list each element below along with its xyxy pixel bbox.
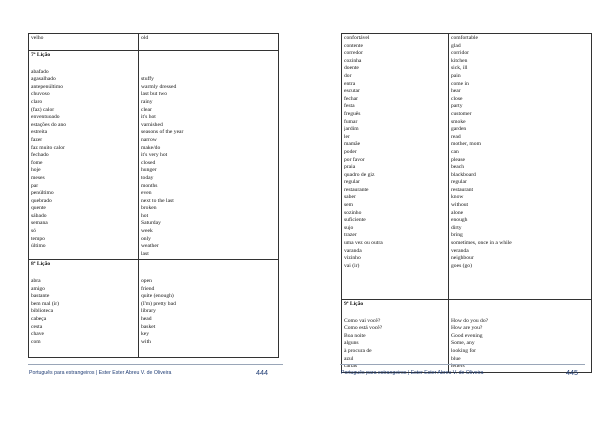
- vocab-entry: fechar: [344, 95, 358, 102]
- vocab-entry: can: [451, 148, 459, 155]
- vocab-entry: old: [141, 35, 149, 41]
- vocab-entry: cozinha: [344, 57, 362, 64]
- table-row: [342, 300, 592, 373]
- footer-rule: [340, 364, 585, 365]
- vocab-entry: regular: [344, 179, 360, 186]
- vocab-entry: antepenúltimo: [31, 83, 64, 90]
- vocab-entry: sem: [344, 202, 354, 209]
- vocab-entry: corredor: [344, 50, 363, 57]
- vocab-entry: vizinho: [344, 255, 361, 262]
- table-row: [29, 34, 279, 51]
- right-page: [300, 0, 600, 424]
- vocab-entry: looking for: [451, 347, 477, 354]
- footer-rule: [28, 364, 283, 365]
- vocab-entry: open: [141, 278, 152, 285]
- vocab-entry: cartas: [344, 363, 358, 370]
- vocab-entry: comfortable: [451, 35, 479, 41]
- vocab-entry: dirty: [451, 224, 462, 231]
- vocab-entry: read: [451, 133, 461, 140]
- vocab-entry: party: [451, 103, 463, 110]
- vocab-entry: por favor: [344, 156, 365, 163]
- vocab-entry: cesta: [31, 323, 43, 330]
- vocab-entry: goes (go): [451, 262, 472, 269]
- vocab-entry: without: [451, 202, 469, 209]
- vocab-entry: semana: [31, 220, 48, 227]
- vocab-entry: it's very hot: [141, 152, 168, 159]
- lesson-title: 9ª Lição: [344, 301, 364, 307]
- vocab-entry: penúltimo: [31, 190, 54, 197]
- portuguese-cell: [29, 51, 139, 260]
- vocab-entry: à procura de: [344, 347, 372, 354]
- vocab-entry: escutar: [344, 88, 360, 95]
- lesson-title: 7ª Lição: [31, 52, 51, 58]
- vocab-entry: months: [141, 182, 158, 189]
- vocab-entry: (I'm) pretty bad: [141, 300, 176, 307]
- table-row: [29, 260, 279, 358]
- vocab-entry: Como está você?: [344, 325, 383, 332]
- vocab-entry: blue: [451, 355, 461, 362]
- vocab-entry: warmly dressed: [141, 83, 177, 90]
- portuguese-cell: [342, 300, 449, 373]
- vocab-entry: quite (enough): [141, 293, 174, 300]
- lesson-title: 8ª Lição: [31, 261, 51, 268]
- vocab-entry: amigo: [31, 285, 45, 292]
- vocab-entry: Boa noite: [344, 332, 366, 339]
- vocab-entry: with: [141, 338, 151, 345]
- vocab-entry: today: [141, 174, 154, 181]
- vocab-entry: make/do: [141, 144, 161, 151]
- vocab-entry: narrow: [141, 136, 157, 143]
- vocab-entry: com: [31, 338, 41, 345]
- english-cell: [449, 34, 592, 300]
- vocab-entry: contente: [344, 42, 363, 49]
- vocab-entry: glad: [451, 42, 461, 49]
- lesson-title-spacer: [141, 261, 276, 269]
- lesson-title-spacer: [451, 301, 589, 309]
- vocab-entry: sujo: [344, 224, 354, 231]
- vocab-entry: velho: [31, 35, 44, 41]
- vocab-entry: varnished: [141, 121, 163, 128]
- vocab-entry: closed: [141, 159, 156, 166]
- vocab-entry: meses: [31, 174, 45, 181]
- vocab-entry: estações do ano: [31, 121, 67, 128]
- vocab-entry: pain: [451, 72, 461, 79]
- vocab-entry: restaurante: [344, 186, 369, 193]
- vocab-entry: jardim: [344, 126, 359, 133]
- vocab-entry: agasalhado: [31, 76, 56, 83]
- vocab-entry: library: [141, 308, 156, 315]
- vocab-entry: mamãe: [344, 141, 361, 148]
- vocab-entry: varanda: [344, 247, 362, 254]
- vocab-entry: fumar: [344, 118, 358, 125]
- vocab-entry: know: [451, 194, 464, 201]
- footer-text: Português para estrangeiros | Ester Ester Abreu V. de Oliveira: [341, 370, 484, 376]
- vocab-entry: smoke: [451, 118, 466, 125]
- vocab-entry: bastante: [31, 293, 50, 300]
- vocab-entry: clear: [141, 106, 152, 113]
- vocab-entry: head: [141, 316, 152, 322]
- vocab-entry: enough: [451, 217, 468, 224]
- vocab-entry: par: [31, 182, 39, 189]
- vocab-entry: blackboard: [451, 171, 476, 178]
- vocabulary-table: [28, 33, 279, 358]
- table-row: [342, 34, 592, 300]
- vocab-entry: suficiente: [344, 217, 366, 224]
- vocab-entry: customer: [451, 110, 472, 117]
- vocab-entry: sábado: [31, 212, 47, 219]
- vocab-entry: chuvoso: [31, 91, 50, 98]
- vocab-entry: hunger: [141, 167, 157, 174]
- vocab-entry: corridor: [451, 50, 470, 57]
- vocab-entry: hoje: [31, 167, 41, 174]
- vocab-entry: quadro de giz: [344, 171, 375, 178]
- vocab-entry: poder: [344, 148, 357, 155]
- vocab-entry: faz muito calor: [31, 144, 65, 151]
- vocab-entry: broken: [141, 205, 157, 212]
- vocab-entry: letters: [451, 363, 465, 370]
- vocab-entry: quebrado: [31, 197, 52, 204]
- vocab-entry: saber: [344, 194, 356, 201]
- vocab-entry: alone: [451, 209, 464, 216]
- vocab-entry: week: [141, 228, 153, 235]
- table-row: [29, 51, 279, 260]
- vocab-entry: bring: [451, 232, 463, 239]
- vocab-entry: abra: [31, 278, 41, 285]
- vocab-entry: Some, any: [451, 340, 475, 347]
- vocab-entry: chave: [31, 331, 45, 338]
- english-cell: [139, 34, 279, 51]
- vocabulary-table: [341, 33, 592, 373]
- page-number: 444: [256, 368, 268, 377]
- english-cell: [139, 260, 279, 358]
- vocab-entry: regular: [451, 179, 467, 186]
- vocab-entry: festa: [344, 103, 355, 110]
- vocab-entry: último: [31, 243, 46, 250]
- vocab-entry: restaurant: [451, 186, 474, 193]
- vocab-entry: azul: [344, 355, 354, 362]
- vocab-entry: praia: [344, 164, 356, 171]
- vocab-entry: freguês: [344, 110, 361, 117]
- vocab-entry: next to the last: [141, 197, 174, 204]
- vocab-entry: fechado: [31, 152, 49, 159]
- portuguese-cell: [29, 260, 139, 358]
- portuguese-cell: [342, 34, 449, 300]
- vocab-entry: How do you do?: [451, 317, 489, 324]
- vocab-entry: bem mal (ir): [31, 300, 59, 307]
- vocab-entry: please: [451, 156, 465, 163]
- vocab-entry: (faz) calor: [31, 106, 55, 113]
- vocab-entry: mother, mom: [451, 141, 481, 148]
- vocab-entry: vai (ir): [344, 262, 360, 269]
- vocab-entry: come in: [451, 80, 469, 87]
- vocab-entry: last but two: [141, 91, 168, 98]
- vocab-entry: sick, ill: [451, 65, 468, 72]
- vocab-entry: sozinho: [344, 209, 362, 216]
- vocab-entry: seasons of the year: [141, 129, 184, 136]
- vocab-entry: stuffy: [141, 76, 154, 83]
- vocab-entry: hear: [451, 88, 461, 95]
- vocab-entry: friend: [141, 285, 155, 292]
- footer-text: Português para estrangeiros | Ester Ester Abreu V. de Oliveira: [29, 370, 172, 376]
- lesson-title-spacer: [141, 52, 276, 60]
- vocab-entry: beach: [451, 164, 465, 171]
- vocab-entry: even: [141, 190, 152, 197]
- vocab-entry: key: [141, 331, 150, 338]
- vocab-entry: it's hot: [141, 114, 156, 121]
- vocab-entry: tempo: [31, 235, 45, 242]
- vocab-entry: kitchen: [451, 57, 468, 64]
- vocab-entry: biblioteca: [31, 308, 54, 315]
- vocab-entry: fazer: [31, 136, 43, 143]
- vocab-entry: weather: [141, 243, 159, 250]
- vocab-entry: quente: [31, 205, 46, 212]
- vocab-entry: veranda: [451, 247, 469, 254]
- vocab-entry: hot: [141, 212, 149, 219]
- portuguese-cell: [29, 34, 139, 51]
- vocab-entry: fome: [31, 159, 43, 166]
- vocab-entry: abafado: [31, 68, 49, 75]
- english-cell: [449, 300, 592, 373]
- vocab-entry: enventuoado: [31, 114, 60, 121]
- vocab-entry: Saturday: [141, 220, 161, 227]
- vocab-entry: Good evening: [451, 332, 483, 339]
- vocab-entry: [141, 69, 276, 77]
- vocab-entry: só: [31, 228, 36, 235]
- page-number: 445: [566, 368, 578, 377]
- vocab-entry: Como vai você?: [344, 317, 381, 324]
- vocab-entry: cabeça: [31, 316, 47, 322]
- vocab-entry: doente: [344, 65, 359, 72]
- vocab-entry: confortável: [344, 35, 370, 41]
- vocab-entry: basket: [141, 323, 156, 330]
- vocab-entry: estreita: [31, 129, 48, 136]
- vocab-entry: entra: [344, 80, 356, 87]
- vocab-entry: trazer: [344, 232, 357, 239]
- vocab-entry: claro: [31, 98, 43, 105]
- vocab-entry: ler: [344, 133, 350, 140]
- vocab-entry: uma vez ou outra: [344, 240, 383, 247]
- english-cell: [139, 51, 279, 260]
- vocab-entry: alguns: [344, 340, 359, 347]
- vocab-entry: How are you?: [451, 325, 483, 332]
- vocab-entry: last: [141, 250, 149, 257]
- vocab-entry: sometimes, once in a while: [451, 240, 512, 247]
- vocab-entry: dor: [344, 72, 352, 79]
- vocab-entry: close: [451, 95, 463, 102]
- vocab-entry: only: [141, 235, 151, 242]
- vocab-entry: neighbour: [451, 255, 474, 262]
- vocab-entry: garden: [451, 126, 467, 133]
- vocab-entry: rainy: [141, 98, 153, 105]
